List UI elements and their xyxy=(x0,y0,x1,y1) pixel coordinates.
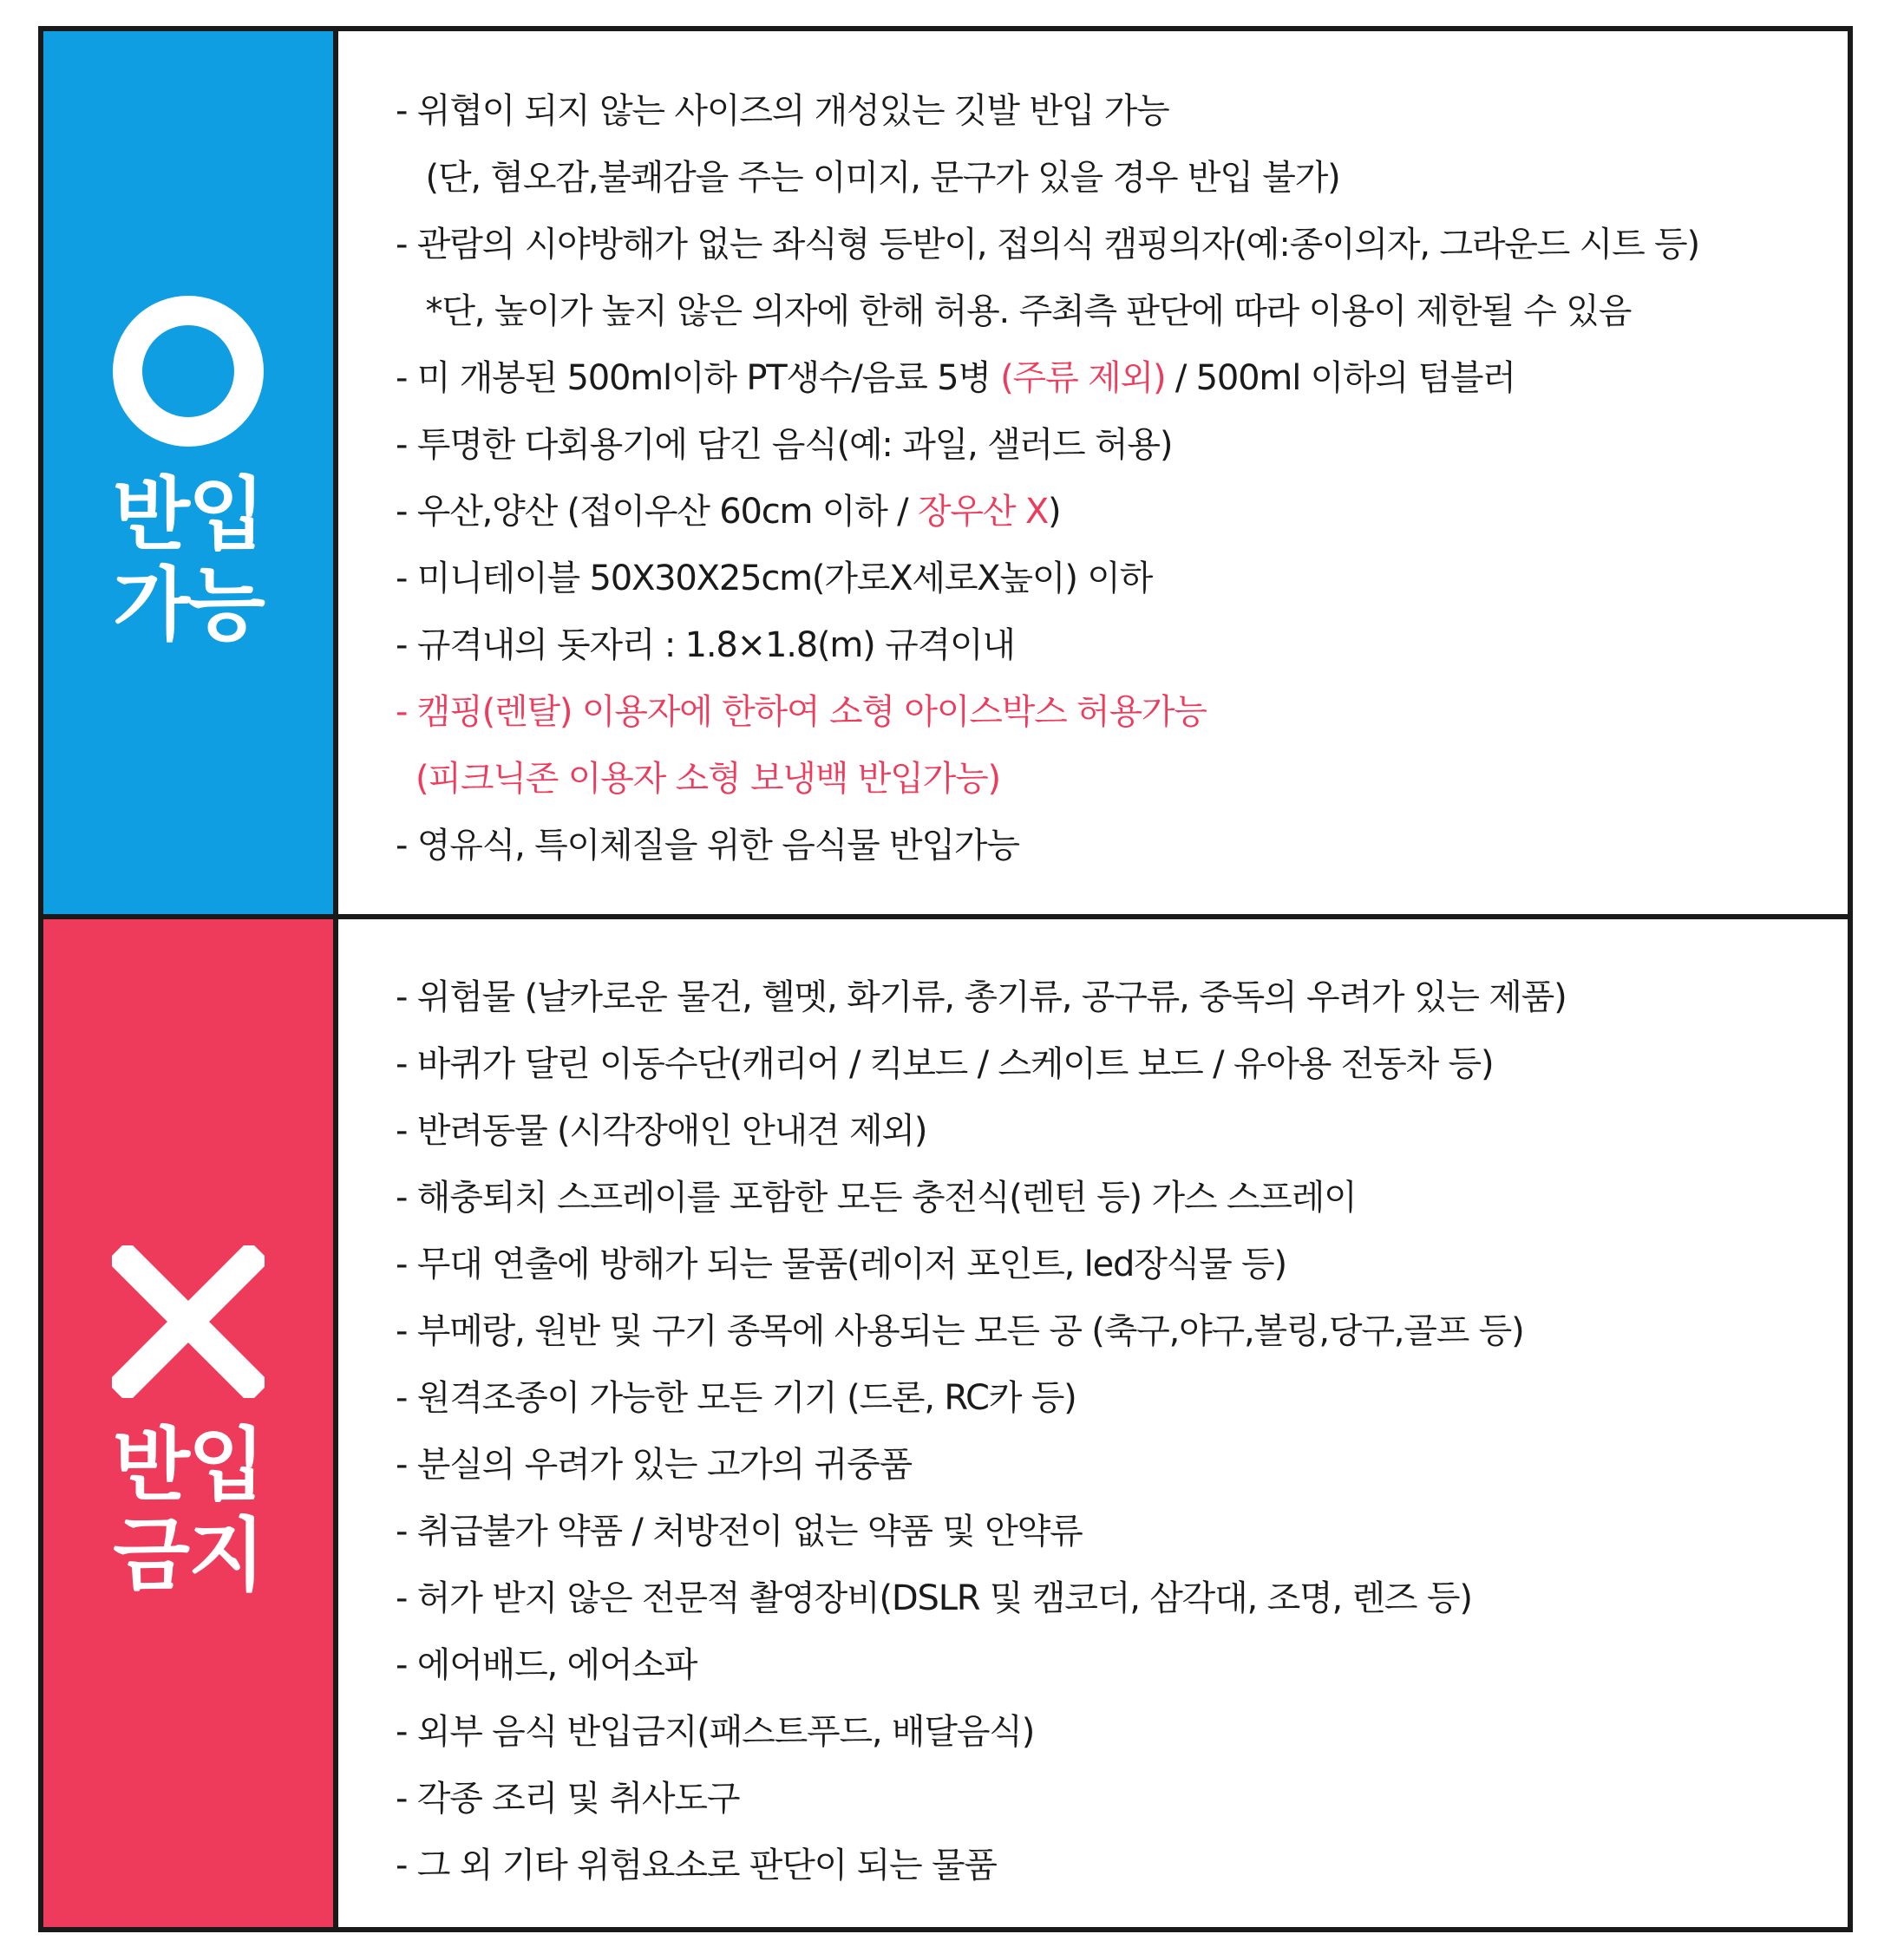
banned-item: - 원격조종이 가능한 모든 기기 (드론, RC카 등) xyxy=(396,1378,1076,1418)
allowed-item xyxy=(396,345,1822,412)
allowed-label-line2: 가능 xyxy=(113,559,264,651)
banned-item: - 에어배드, 에어소파 xyxy=(396,1645,697,1685)
rules-table xyxy=(38,26,1853,1932)
allowed-item: *단, 높이가 높지 않은 의자에 한해 허용. 주최측 판단에 따라 이용이 제한될 수 있음 xyxy=(396,291,1632,331)
allowed-item-text: ) xyxy=(1048,492,1061,532)
banned-item: - 해충퇴치 스프레이를 포함한 모든 충전식(렌턴 등) 가스 스프레이 xyxy=(396,1178,1357,1218)
banned-label-cell xyxy=(43,919,338,1927)
allowed-item-text: - 우산,양산 (접이우산 60cm 이하 / xyxy=(396,492,918,532)
banned-item: - 바퀴가 달린 이동수단(캐리어 / 킥보드 / 스케이트 보드 / 유아용 전동차 등) xyxy=(396,1044,1494,1084)
allowed-item: - 투명한 다회용기에 담긴 음식(예: 과일, 샐러드 허용) xyxy=(396,425,1173,465)
allowed-item: - 미니테이블 50X30X25cm(가로X세로X높이) 이하 xyxy=(396,559,1153,598)
allowed-item-text: / 500ml 이하의 텀블러 xyxy=(1165,358,1515,398)
allowed-item xyxy=(396,479,1822,546)
banned-label xyxy=(113,1421,264,1601)
allowed-item-highlight: (주류 제외) xyxy=(1000,358,1166,398)
banned-label-line1: 반입 xyxy=(113,1419,264,1512)
banned-item: - 위험물 (날카로운 물건, 헬멧, 화기류, 총기류, 공구류, 중독의 우려가 있는 제품) xyxy=(396,977,1567,1017)
allowed-item: (피크닉존 이용자 소형 보냉백 반입가능) xyxy=(396,759,1000,799)
allowed-item: (단, 혐오감,불쾌감을 주는 이미지, 문구가 있을 경우 반입 불가) xyxy=(396,158,1340,198)
allowed-row xyxy=(43,31,1848,914)
banned-item: - 분실의 우려가 있는 고가의 귀중품 xyxy=(396,1445,912,1485)
allowed-list xyxy=(338,31,1848,914)
allowed-item: - 영유식, 특이체질을 위한 음식물 반입가능 xyxy=(396,826,1019,866)
allowed-item: - 위협이 되지 않는 사이즈의 개성있는 깃발 반입 가능 xyxy=(396,91,1169,131)
allowed-item-highlight: 장우산 X xyxy=(917,492,1049,532)
banned-label-line2: 금지 xyxy=(113,1509,264,1602)
banned-item: - 허가 받지 않은 전문적 촬영장비(DSLR 및 캠코더, 삼각대, 조명, 렌즈 등) xyxy=(396,1578,1472,1618)
banned-item: - 부메랑, 원반 및 구기 종목에 사용되는 모든 공 (축구,야구,볼링,당구,골프 등) xyxy=(396,1311,1524,1351)
allowed-label-line1: 반입 xyxy=(113,468,264,561)
banned-list xyxy=(338,919,1848,1927)
banned-item: - 각종 조리 및 취사도구 xyxy=(396,1779,740,1819)
circle-icon xyxy=(112,295,265,448)
banned-row xyxy=(43,914,1848,1927)
allowed-label-cell xyxy=(43,31,338,914)
allowed-item-text: - 미 개봉된 500ml이하 PT생수/음료 5병 xyxy=(396,358,1001,398)
allowed-item: - 캠핑(렌탈) 이용자에 한하여 소형 아이스박스 허용가능 xyxy=(396,692,1207,732)
banned-item: - 무대 연출에 방해가 되는 물품(레이저 포인트, led장식물 등) xyxy=(396,1245,1286,1284)
allowed-item: - 규격내의 돗자리 : 1.8×1.8(m) 규격이내 xyxy=(396,625,1015,665)
banned-item: - 취급불가 약품 / 처방전이 없는 약품 및 안약류 xyxy=(396,1512,1083,1552)
x-icon xyxy=(112,1245,265,1398)
allowed-item: - 관람의 시야방해가 없는 좌식형 등받이, 접의식 캠핑의자(예:종이의자, 그라운드 시트 등) xyxy=(396,225,1699,265)
banned-item: - 그 외 기타 위험요소로 판단이 되는 물품 xyxy=(396,1846,997,1885)
banned-item: - 반려동물 (시각장애인 안내견 제외) xyxy=(396,1111,927,1151)
banned-item: - 외부 음식 반입금지(패스트푸드, 배달음식) xyxy=(396,1712,1035,1752)
allowed-label xyxy=(113,470,264,650)
